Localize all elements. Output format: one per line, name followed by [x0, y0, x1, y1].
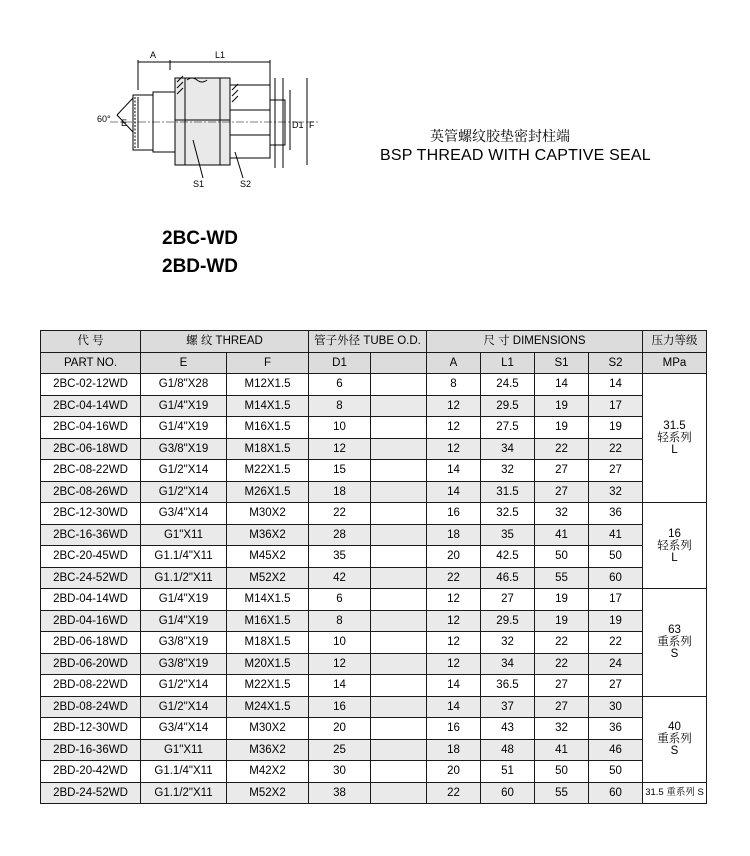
pressure-group-cell — [643, 589, 707, 697]
cell-dim-l1: 27 — [481, 589, 535, 611]
cell-dim-a: 12 — [427, 632, 481, 654]
pressure-series: 重系列 — [657, 733, 692, 745]
dim-e-label: E — [121, 118, 128, 128]
cell-thread-e: G1.1/4"X11 — [141, 546, 227, 568]
cell-tube-d1: 22 — [309, 503, 371, 525]
cell-dim-l1: 32 — [481, 632, 535, 654]
cell-thread-f: M26X1.5 — [227, 481, 309, 503]
cell-thread-e: G1.1/4"X11 — [141, 761, 227, 783]
cell-part-no: 2BC-02-12WD — [41, 374, 141, 396]
cell-tube-d1: 8 — [309, 395, 371, 417]
dim-s1-label: S1 — [193, 179, 205, 189]
cell-dim-a: 8 — [427, 374, 481, 396]
cell-dim-l1: 34 — [481, 653, 535, 675]
cell-thread-e: G3/8"X19 — [141, 632, 227, 654]
title-english: BSP THREAD WITH CAPTIVE SEAL — [380, 147, 651, 164]
cell-tube-d1: 35 — [309, 546, 371, 568]
cell-thread-f: M36X2 — [227, 739, 309, 761]
cell-dim-a: 16 — [427, 503, 481, 525]
cell-dim-a: 16 — [427, 718, 481, 740]
cell-dim-s1: 41 — [535, 739, 589, 761]
cell-thread-e: G1/2"X14 — [141, 675, 227, 697]
cell-dim-a: 12 — [427, 438, 481, 460]
cell-part-no: 2BC-06-18WD — [41, 438, 141, 460]
cell-tube-d1: 8 — [309, 610, 371, 632]
cell-dim-a: 22 — [427, 782, 481, 804]
table-row — [41, 632, 707, 654]
cell-dim-l1: 43 — [481, 718, 535, 740]
cell-thread-e: G3/4"X14 — [141, 503, 227, 525]
cell-tube-d1: 12 — [309, 653, 371, 675]
cell-thread-f: M22X1.5 — [227, 675, 309, 697]
cell-thread-e: G3/8"X19 — [141, 438, 227, 460]
cell-part-no: 2BC-04-14WD — [41, 395, 141, 417]
cell-dim-s1: 32 — [535, 503, 589, 525]
dim-d1-label: D1 — [292, 120, 304, 130]
cell-tube-d1: 25 — [309, 739, 371, 761]
cell-dim-s2: 36 — [589, 503, 643, 525]
cell-part-no: 2BD-06-18WD — [41, 632, 141, 654]
cell-thread-e: G1/4"X19 — [141, 589, 227, 611]
cell-thread-f: M12X1.5 — [227, 374, 309, 396]
pressure-value: 31.5 — [663, 420, 686, 432]
cell-dim-s1: 50 — [535, 546, 589, 568]
cell-dim-s1: 27 — [535, 696, 589, 718]
pressure-value: 16 — [668, 527, 681, 540]
cell-tube-d1: 15 — [309, 460, 371, 482]
spec-table — [40, 330, 707, 804]
table-row — [41, 438, 707, 460]
table-row — [41, 782, 707, 804]
cell-dim-a: 14 — [427, 460, 481, 482]
cell-blank — [371, 524, 427, 546]
cell-thread-f: M30X2 — [227, 503, 309, 525]
dim-f-label: F — [309, 120, 315, 130]
cell-blank — [371, 374, 427, 396]
header-pressure: 压力等级 — [643, 331, 707, 353]
table-row — [41, 696, 707, 718]
cell-blank — [371, 675, 427, 697]
model-code-2bd: 2BD-WD — [162, 256, 238, 277]
cell-thread-f: M16X1.5 — [227, 610, 309, 632]
cell-dim-a: 22 — [427, 567, 481, 589]
table-row — [41, 675, 707, 697]
cell-dim-l1: 48 — [481, 739, 535, 761]
cell-blank — [371, 460, 427, 482]
cell-blank — [371, 567, 427, 589]
cell-part-no: 2BD-20-42WD — [41, 761, 141, 783]
table-header-row-2 — [41, 352, 707, 374]
cell-thread-e: G1"X11 — [141, 524, 227, 546]
cell-thread-f: M42X2 — [227, 761, 309, 783]
cell-blank — [371, 589, 427, 611]
cell-tube-d1: 20 — [309, 718, 371, 740]
cell-thread-e: G3/4"X14 — [141, 718, 227, 740]
cell-blank — [371, 546, 427, 568]
cell-part-no: 2BD-08-24WD — [41, 696, 141, 718]
cell-dim-s2: 27 — [589, 675, 643, 697]
cell-tube-d1: 10 — [309, 632, 371, 654]
cell-part-no: 2BD-16-36WD — [41, 739, 141, 761]
dim-l1-label: L1 — [215, 50, 226, 60]
cell-dim-s2: 17 — [589, 589, 643, 611]
cell-thread-f: M14X1.5 — [227, 395, 309, 417]
cell-dim-a: 14 — [427, 696, 481, 718]
cell-blank — [371, 718, 427, 740]
table-row — [41, 610, 707, 632]
cell-thread-e: G1"X11 — [141, 739, 227, 761]
cell-dim-l1: 32.5 — [481, 503, 535, 525]
cell-part-no: 2BC-08-26WD — [41, 481, 141, 503]
cell-dim-s1: 55 — [535, 567, 589, 589]
cell-dim-s2: 50 — [589, 546, 643, 568]
pressure-series: 轻系列 — [657, 432, 692, 444]
header-blank — [371, 352, 427, 374]
cell-thread-f: M36X2 — [227, 524, 309, 546]
cell-thread-f: M24X1.5 — [227, 696, 309, 718]
cell-dim-s2: 32 — [589, 481, 643, 503]
pressure-value: 63 — [668, 624, 681, 637]
cell-thread-e: G1.1/2"X11 — [141, 782, 227, 804]
pressure-code: L — [671, 551, 678, 564]
cell-dim-s1: 27 — [535, 675, 589, 697]
cell-thread-f: M22X1.5 — [227, 460, 309, 482]
cell-dim-a: 12 — [427, 589, 481, 611]
cell-blank — [371, 696, 427, 718]
cell-thread-e: G1.1/2"X11 — [141, 567, 227, 589]
cell-part-no: 2BD-04-14WD — [41, 589, 141, 611]
pressure-code: S — [670, 745, 679, 757]
pressure-series: 轻系列 — [657, 539, 692, 552]
header-tube-od: 管子外径 TUBE O.D. — [309, 331, 427, 353]
header-s1: S1 — [535, 352, 589, 374]
table-row — [41, 589, 707, 611]
cell-thread-e: G1/4"X19 — [141, 417, 227, 439]
cell-dim-a: 18 — [427, 524, 481, 546]
cell-dim-s1: 19 — [535, 610, 589, 632]
dim-angle-label: 60° — [97, 114, 111, 124]
pressure-group-cell — [643, 696, 707, 782]
cell-dim-l1: 60 — [481, 782, 535, 804]
cell-tube-d1: 14 — [309, 675, 371, 697]
table-row — [41, 460, 707, 482]
cell-dim-l1: 31.5 — [481, 481, 535, 503]
cell-dim-s2: 41 — [589, 524, 643, 546]
cell-dim-s1: 22 — [535, 438, 589, 460]
cell-dim-s1: 22 — [535, 653, 589, 675]
cell-blank — [371, 503, 427, 525]
cell-dim-s1: 14 — [535, 374, 589, 396]
table-row — [41, 653, 707, 675]
table-row — [41, 567, 707, 589]
table-row — [41, 503, 707, 525]
cell-thread-f: M18X1.5 — [227, 632, 309, 654]
table-row — [41, 546, 707, 568]
cell-blank — [371, 739, 427, 761]
cell-tube-d1: 38 — [309, 782, 371, 804]
cell-dim-s1: 27 — [535, 460, 589, 482]
cell-dim-l1: 29.5 — [481, 395, 535, 417]
cell-dim-a: 12 — [427, 610, 481, 632]
cell-blank — [371, 761, 427, 783]
cell-dim-s2: 17 — [589, 395, 643, 417]
cell-dim-s1: 55 — [535, 782, 589, 804]
cell-blank — [371, 417, 427, 439]
header-e: E — [141, 352, 227, 374]
pressure-group-cell — [643, 374, 707, 503]
cell-dim-s1: 19 — [535, 395, 589, 417]
title-chinese: 英管螺纹胶垫密封柱端 — [430, 128, 570, 144]
cell-thread-f: M52X2 — [227, 567, 309, 589]
cell-dim-l1: 35 — [481, 524, 535, 546]
cell-dim-l1: 34 — [481, 438, 535, 460]
table-row — [41, 524, 707, 546]
cell-dim-s2: 19 — [589, 610, 643, 632]
cell-part-no: 2BC-08-22WD — [41, 460, 141, 482]
cell-dim-l1: 27.5 — [481, 417, 535, 439]
cell-dim-l1: 32 — [481, 460, 535, 482]
cell-dim-l1: 46.5 — [481, 567, 535, 589]
fitting-technical-drawing — [95, 40, 335, 200]
table-row — [41, 761, 707, 783]
table-row — [41, 417, 707, 439]
cell-thread-f: M45X2 — [227, 546, 309, 568]
cell-tube-d1: 10 — [309, 417, 371, 439]
cell-blank — [371, 395, 427, 417]
cell-dim-l1: 37 — [481, 696, 535, 718]
cell-blank — [371, 481, 427, 503]
header-d1: D1 — [309, 352, 371, 374]
header-thread: 螺 纹 THREAD — [141, 331, 309, 353]
cell-thread-e: G1/2"X14 — [141, 696, 227, 718]
table-row — [41, 718, 707, 740]
cell-dim-l1: 24.5 — [481, 374, 535, 396]
cell-dim-s2: 36 — [589, 718, 643, 740]
model-code-2bc: 2BC-WD — [162, 228, 238, 249]
header-code: 代 号 — [41, 331, 141, 353]
cell-dim-a: 20 — [427, 546, 481, 568]
cell-tube-d1: 12 — [309, 438, 371, 460]
cell-part-no: 2BD-04-16WD — [41, 610, 141, 632]
cell-part-no: 2BC-12-30WD — [41, 503, 141, 525]
cell-dim-s2: 27 — [589, 460, 643, 482]
cell-dim-s2: 24 — [589, 653, 643, 675]
cell-dim-s2: 30 — [589, 696, 643, 718]
pressure-series: 重系列 — [657, 636, 692, 649]
cell-dim-s2: 22 — [589, 632, 643, 654]
cell-thread-f: M14X1.5 — [227, 589, 309, 611]
cell-dim-s2: 22 — [589, 438, 643, 460]
cell-dim-s1: 50 — [535, 761, 589, 783]
cell-dim-a: 12 — [427, 653, 481, 675]
cell-dim-a: 12 — [427, 395, 481, 417]
cell-part-no: 2BD-12-30WD — [41, 718, 141, 740]
pressure-value: 40 — [668, 721, 681, 733]
dim-s2-label: S2 — [240, 179, 252, 189]
pressure-value: 31.5 重系列 S — [645, 786, 704, 798]
cell-blank — [371, 653, 427, 675]
cell-part-no: 2BD-24-52WD — [41, 782, 141, 804]
cell-part-no: 2BC-16-36WD — [41, 524, 141, 546]
header-a: A — [427, 352, 481, 374]
cell-part-no: 2BC-20-45WD — [41, 546, 141, 568]
cell-dim-s2: 60 — [589, 782, 643, 804]
cell-thread-e: G1/2"X14 — [141, 481, 227, 503]
cell-blank — [371, 610, 427, 632]
cell-thread-e: G1/4"X19 — [141, 610, 227, 632]
table-row — [41, 374, 707, 396]
cell-thread-f: M20X1.5 — [227, 653, 309, 675]
cell-dim-s1: 19 — [535, 417, 589, 439]
cell-tube-d1: 42 — [309, 567, 371, 589]
table-row — [41, 481, 707, 503]
cell-dim-s1: 19 — [535, 589, 589, 611]
cell-part-no: 2BD-08-22WD — [41, 675, 141, 697]
cell-tube-d1: 28 — [309, 524, 371, 546]
cell-tube-d1: 6 — [309, 589, 371, 611]
header-s2: S2 — [589, 352, 643, 374]
pressure-group-cell — [643, 782, 707, 804]
cell-tube-d1: 6 — [309, 374, 371, 396]
header-l1: L1 — [481, 352, 535, 374]
cell-dim-a: 12 — [427, 417, 481, 439]
cell-dim-s1: 41 — [535, 524, 589, 546]
cell-thread-f: M30X2 — [227, 718, 309, 740]
cell-dim-a: 18 — [427, 739, 481, 761]
cell-dim-s1: 27 — [535, 481, 589, 503]
cell-part-no: 2BC-04-16WD — [41, 417, 141, 439]
cell-dim-s2: 50 — [589, 761, 643, 783]
table-header-row-1 — [41, 331, 707, 353]
dim-a-label: A — [150, 50, 157, 60]
cell-thread-f: M18X1.5 — [227, 438, 309, 460]
cell-dim-l1: 29.5 — [481, 610, 535, 632]
cell-blank — [371, 632, 427, 654]
cell-thread-e: G1/2"X14 — [141, 460, 227, 482]
cell-thread-f: M52X2 — [227, 782, 309, 804]
cell-thread-e: G1/4"X19 — [141, 395, 227, 417]
cell-tube-d1: 30 — [309, 761, 371, 783]
cell-part-no: 2BD-06-20WD — [41, 653, 141, 675]
header-f: F — [227, 352, 309, 374]
pressure-code: L — [671, 444, 678, 456]
cell-dim-s2: 19 — [589, 417, 643, 439]
cell-dim-a: 14 — [427, 481, 481, 503]
header-part-no: PART NO. — [41, 352, 141, 374]
header-mpa: MPa — [643, 352, 707, 374]
cell-thread-e: G3/8"X19 — [141, 653, 227, 675]
header-dimensions: 尺 寸 DIMENSIONS — [427, 331, 643, 353]
cell-blank — [371, 438, 427, 460]
cell-tube-d1: 18 — [309, 481, 371, 503]
cell-thread-e: G1/8"X28 — [141, 374, 227, 396]
cell-dim-a: 20 — [427, 761, 481, 783]
cell-dim-l1: 36.5 — [481, 675, 535, 697]
cell-dim-s1: 22 — [535, 632, 589, 654]
cell-dim-s1: 32 — [535, 718, 589, 740]
cell-dim-s2: 46 — [589, 739, 643, 761]
table-row — [41, 395, 707, 417]
cell-blank — [371, 782, 427, 804]
cell-tube-d1: 16 — [309, 696, 371, 718]
cell-dim-s2: 60 — [589, 567, 643, 589]
cell-dim-l1: 51 — [481, 761, 535, 783]
table-row — [41, 739, 707, 761]
cell-part-no: 2BC-24-52WD — [41, 567, 141, 589]
cell-dim-l1: 42.5 — [481, 546, 535, 568]
cell-thread-f: M16X1.5 — [227, 417, 309, 439]
pressure-code: S — [670, 648, 679, 661]
pressure-group-cell — [643, 503, 707, 589]
cell-dim-a: 14 — [427, 675, 481, 697]
cell-dim-s2: 14 — [589, 374, 643, 396]
